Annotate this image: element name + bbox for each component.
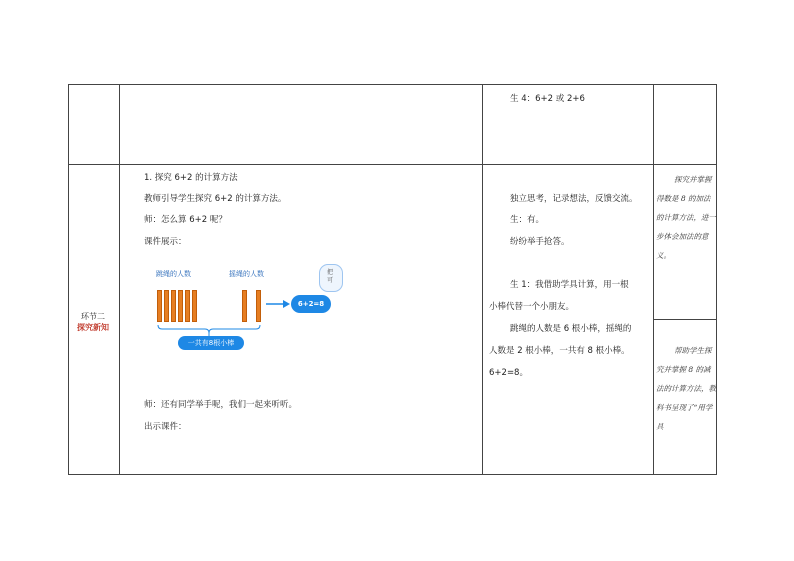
total-bubble: 一共有8根小棒 [178, 336, 244, 350]
student-line-3: 纷纷举手抢答。 [510, 237, 570, 247]
col-border-2 [482, 84, 483, 475]
figure-label-left: 跳绳的人数 [156, 270, 191, 278]
equation-bubble: 6+2=8 [291, 295, 331, 313]
cutoff-speech-bubble [319, 264, 343, 292]
teacher-line-6: 出示课件： [144, 422, 187, 432]
student-line-7: 人数是 2 根小棒，一共有 8 根小棒。 [489, 346, 630, 356]
teacher-line-1: 1. 探究 6+2 的计算方法 [144, 173, 238, 183]
table-bottom-border [68, 474, 717, 475]
teacher-line-2: 教师引导学生探究 6+2 的计算方法。 [144, 194, 287, 204]
teacher-line-5: 师：还有同学举手呢，我们一起来听听。 [144, 400, 298, 410]
col-border-1 [119, 84, 120, 475]
student-line-2: 生：有。 [510, 215, 545, 225]
table-top-border [68, 84, 717, 85]
student-line-1: 独立思考，记录想法，反馈交流。 [510, 194, 638, 204]
student-line-5: 小棒代替一个小朋友。 [489, 302, 575, 312]
student-line-8: 6+2=8。 [489, 368, 528, 378]
design-note-1: 探究并掌握得数是 8 的加法的计算方法，进一步体会加法的意义。 [656, 175, 716, 260]
teacher-line-3: 师：怎么算 6+2 呢？ [144, 215, 227, 225]
row1-student-answer: 生 4：6+2 或 2+6 [510, 94, 585, 104]
section-title: 环节二 [81, 312, 105, 321]
col-border-3 [653, 84, 654, 475]
col-border-left [68, 84, 69, 475]
design-note-2: 帮助学生探究并掌握 8 的减法的计算方法，教科书呈现了“用学具 [656, 346, 716, 431]
student-line-4: 生 1：我借助学具计算，用一根 [510, 280, 629, 290]
section-subtitle: 探究新知 [77, 323, 109, 332]
col-border-right [716, 84, 717, 475]
row-divider [68, 164, 717, 165]
note-divider [653, 319, 717, 320]
teacher-line-4: 课件展示： [144, 237, 187, 247]
stick-counting-figure [150, 262, 350, 357]
cutoff-speech-text: 把可 [327, 269, 334, 284]
figure-label-right: 摇绳的人数 [229, 270, 264, 278]
student-line-6: 跳绳的人数是 6 根小棒，摇绳的 [510, 324, 632, 334]
